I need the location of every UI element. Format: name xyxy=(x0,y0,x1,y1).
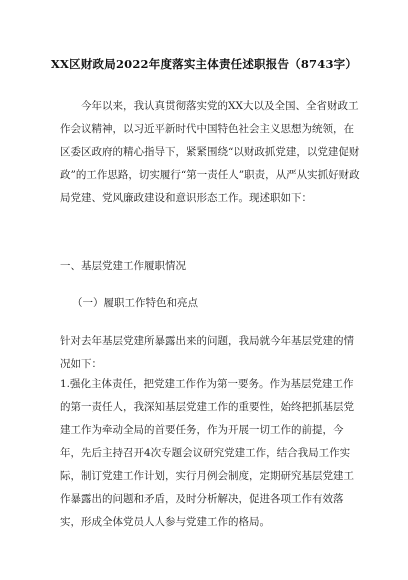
intro-paragraph: 今年以来，我认真贯彻落实党的XX大以及全国、全省财政工作会议精神，以习近平新时代中国特色社会主义思想为统领，在区委区政府的精心指导下，紧紧围绕“以财政抓党建，以党建促财政”的工作思路，切实履行“第一责任人”职责，从严从实抓好财政局党建、党风廉政建设和意识形态工作。现述职如下： xyxy=(60,100,360,204)
subsection-heading: （一）履职工作特色和亮点 xyxy=(72,297,198,309)
lead-paragraph: 针对去年基层党建所暴露出来的问题，我局就今年基层党建的情况如下： xyxy=(60,335,354,370)
item-paragraph: 1.强化主体责任，把党建工作作为第一要务。作为基层党建工作的第一责任人，我深知基层党建工作的重要性，始终把抓基层党建工作为牵动全局的首要任务，作为开展一切工作的前提，今年，先后主持召开4次专题会议研究党建工作，结合我局工作实际，制订党建工作计划，实行月例会制度，定期研究基层党建工作暴露出的问题和矛盾，及时分析解决，促进各项工作有效落实，形成全体党员人人参与党建工作的格局。 xyxy=(60,378,354,528)
document-title: XX区财政局2022年度落实主体责任述职报告（8743字） xyxy=(50,57,358,71)
section-heading: 一、基层党建工作履职情况 xyxy=(60,260,186,272)
